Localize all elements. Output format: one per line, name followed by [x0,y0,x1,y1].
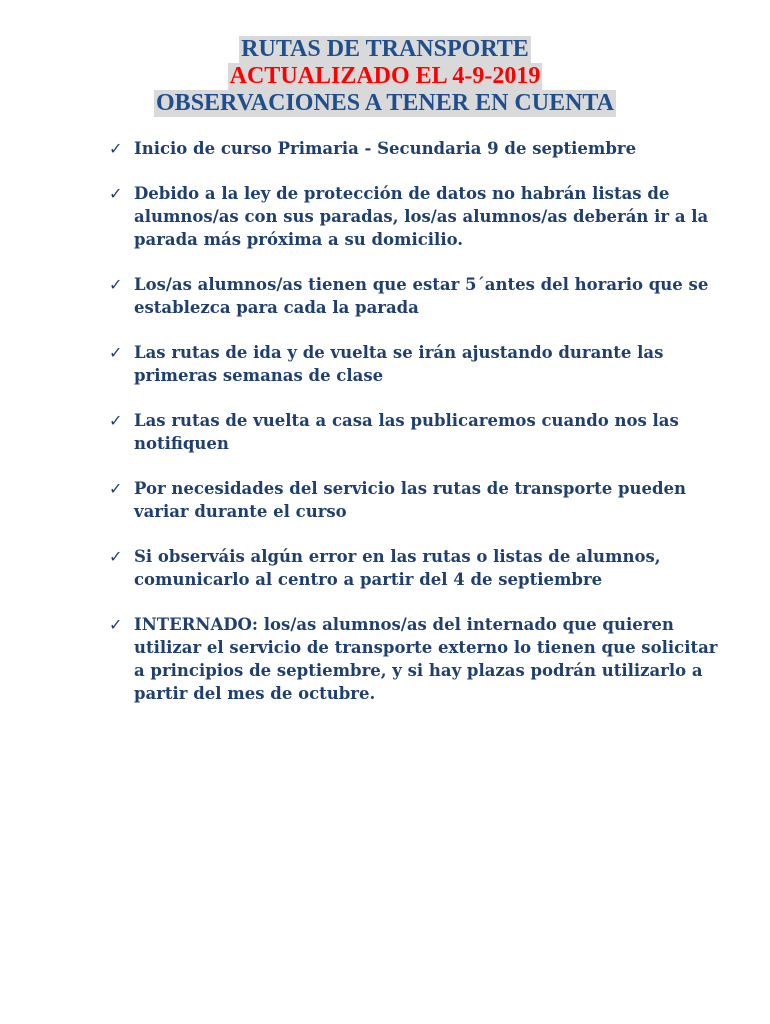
list-item-text: Las rutas de ida y de vuelta se irán ajustando durante las primeras semanas de clase [134,343,664,385]
update-date: ACTUALIZADO EL 4-9-2019 [229,63,541,89]
list-item-text: Por necesidades del servicio las rutas de transporte pueden variar durante el curso [134,479,687,521]
checkmark-icon: ✓ [109,184,123,203]
list-item-text: INTERNADO: los/as alumnos/as del internado que quieren utilizar el servicio de transporte externo lo tienen que solicitar a principios de septiembre, y si hay plazas podrán utilizarlo a partir del mes de octubre. [134,615,718,703]
list-item [109,273,729,319]
list-item [109,545,729,591]
checkmark-icon: ✓ [109,139,123,158]
list-item [109,409,729,455]
observations-list [109,137,729,727]
page-subtitle: OBSERVACIONES A TENER EN CUENTA [156,90,614,116]
list-item [109,477,729,523]
list-item-text: Debido a la ley de protección de datos no habrán listas de alumnos/as con sus paradas, los/as alumnos/as deberán ir a la parada más próxima a su domicilio. [134,184,709,249]
checkmark-icon: ✓ [109,275,123,294]
checkmark-icon: ✓ [109,479,123,498]
list-item-text: Los/as alumnos/as tienen que estar 5´antes del horario que se establezca para cada la parada [134,275,709,317]
checkmark-icon: ✓ [109,411,123,430]
list-item-text: Las rutas de vuelta a casa las publicaremos cuando nos las notifiquen [134,411,679,453]
checkmark-icon: ✓ [109,547,123,566]
title-block [0,36,770,117]
list-item [109,182,729,251]
list-item [109,137,729,160]
page-title: RUTAS DE TRANSPORTE [241,36,529,62]
list-item-text: Inicio de curso Primaria - Secundaria 9 de septiembre [134,139,637,158]
checkmark-icon: ✓ [109,343,123,362]
list-item-text: Si observáis algún error en las rutas o listas de alumnos, comunicarlo al centro a partir del 4 de septiembre [134,547,661,589]
list-item [109,341,729,387]
checkmark-icon: ✓ [109,615,123,634]
list-item [109,613,729,705]
